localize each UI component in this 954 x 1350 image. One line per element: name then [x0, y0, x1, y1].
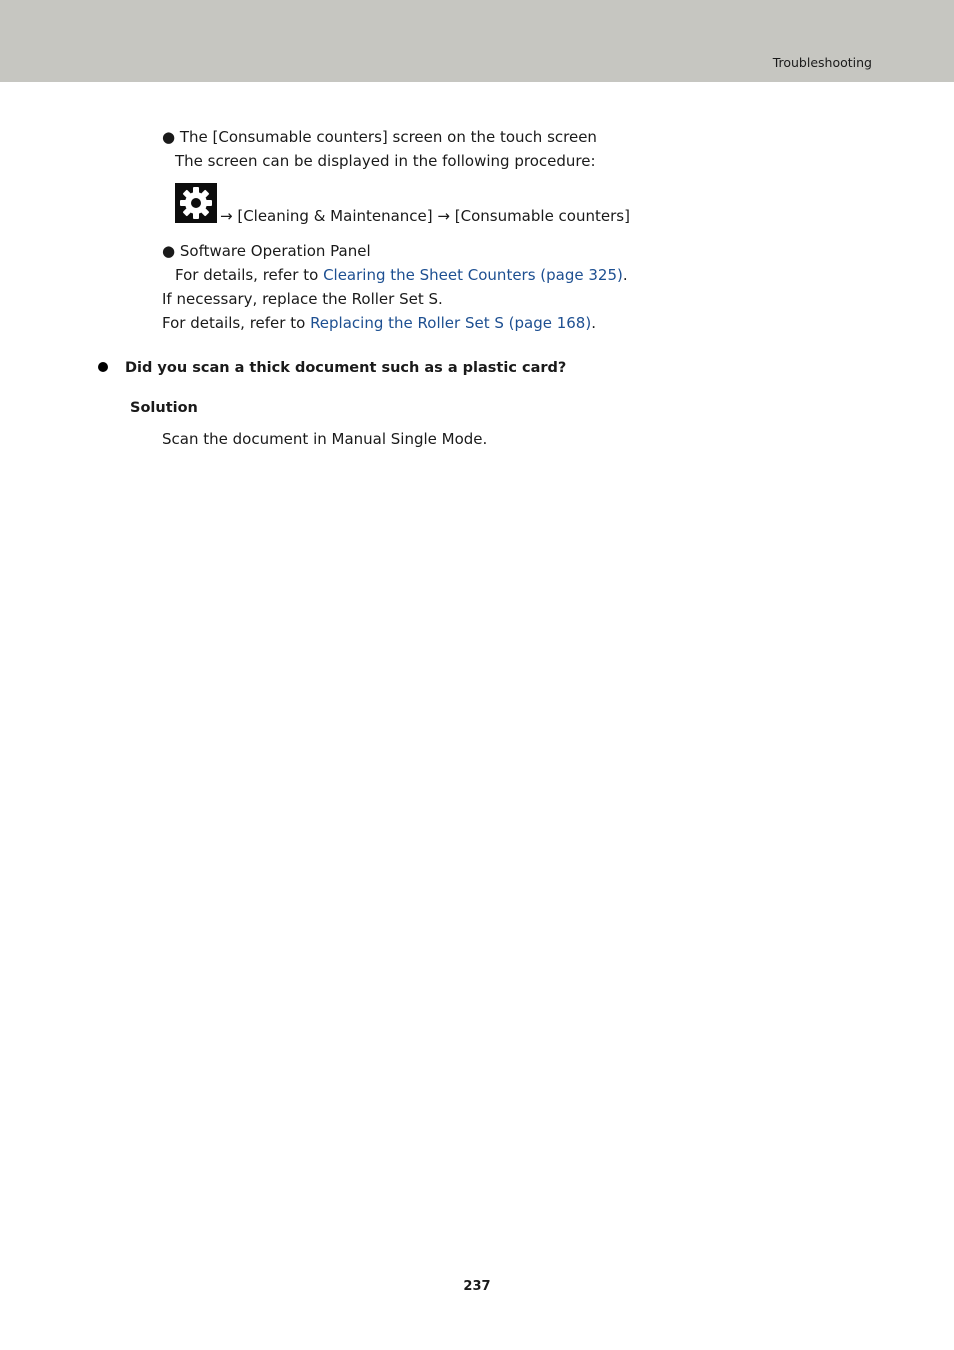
section-title: Troubleshooting — [772, 55, 872, 70]
page-number: 237 — [463, 1279, 491, 1294]
roller-set-reference — [162, 314, 596, 332]
clearing-sheet-counters-link[interactable]: Clearing the Sheet Counters (page 325) — [323, 266, 623, 284]
sub-bullet: ● — [162, 128, 176, 146]
replacing-roller-set-link[interactable]: Replacing the Roller Set S (page 168) — [310, 314, 592, 332]
consumable-counters-item — [162, 128, 597, 146]
software-operation-panel-item — [162, 242, 371, 260]
reference-suffix: . — [591, 314, 596, 332]
sheet-counters-reference — [175, 266, 628, 284]
solution-text: Scan the document in Manual Single Mode. — [162, 430, 488, 448]
reference-suffix: . — [622, 266, 628, 284]
procedure-path: → [Cleaning & Maintenance] → [Consumable counters] — [220, 207, 630, 225]
settings-icon-box — [175, 183, 217, 223]
question-bullet — [98, 362, 108, 372]
procedure-description: The screen can be displayed in the following procedure: — [175, 152, 596, 170]
solution-heading: Solution — [130, 400, 198, 416]
gear-icon — [178, 185, 214, 221]
reference-prefix: For details, refer to — [175, 266, 324, 284]
replace-note: If necessary, replace the Roller Set S. — [162, 290, 443, 308]
consumable-counters-title: The [Consumable counters] screen on the touch screen — [179, 128, 597, 146]
page-header — [0, 0, 954, 82]
reference-prefix: For details, refer to — [162, 314, 311, 332]
sub-bullet: ● — [162, 242, 176, 260]
question-heading: Did you scan a thick document such as a plastic card? — [125, 360, 567, 376]
software-operation-panel-title: Software Operation Panel — [179, 242, 371, 260]
